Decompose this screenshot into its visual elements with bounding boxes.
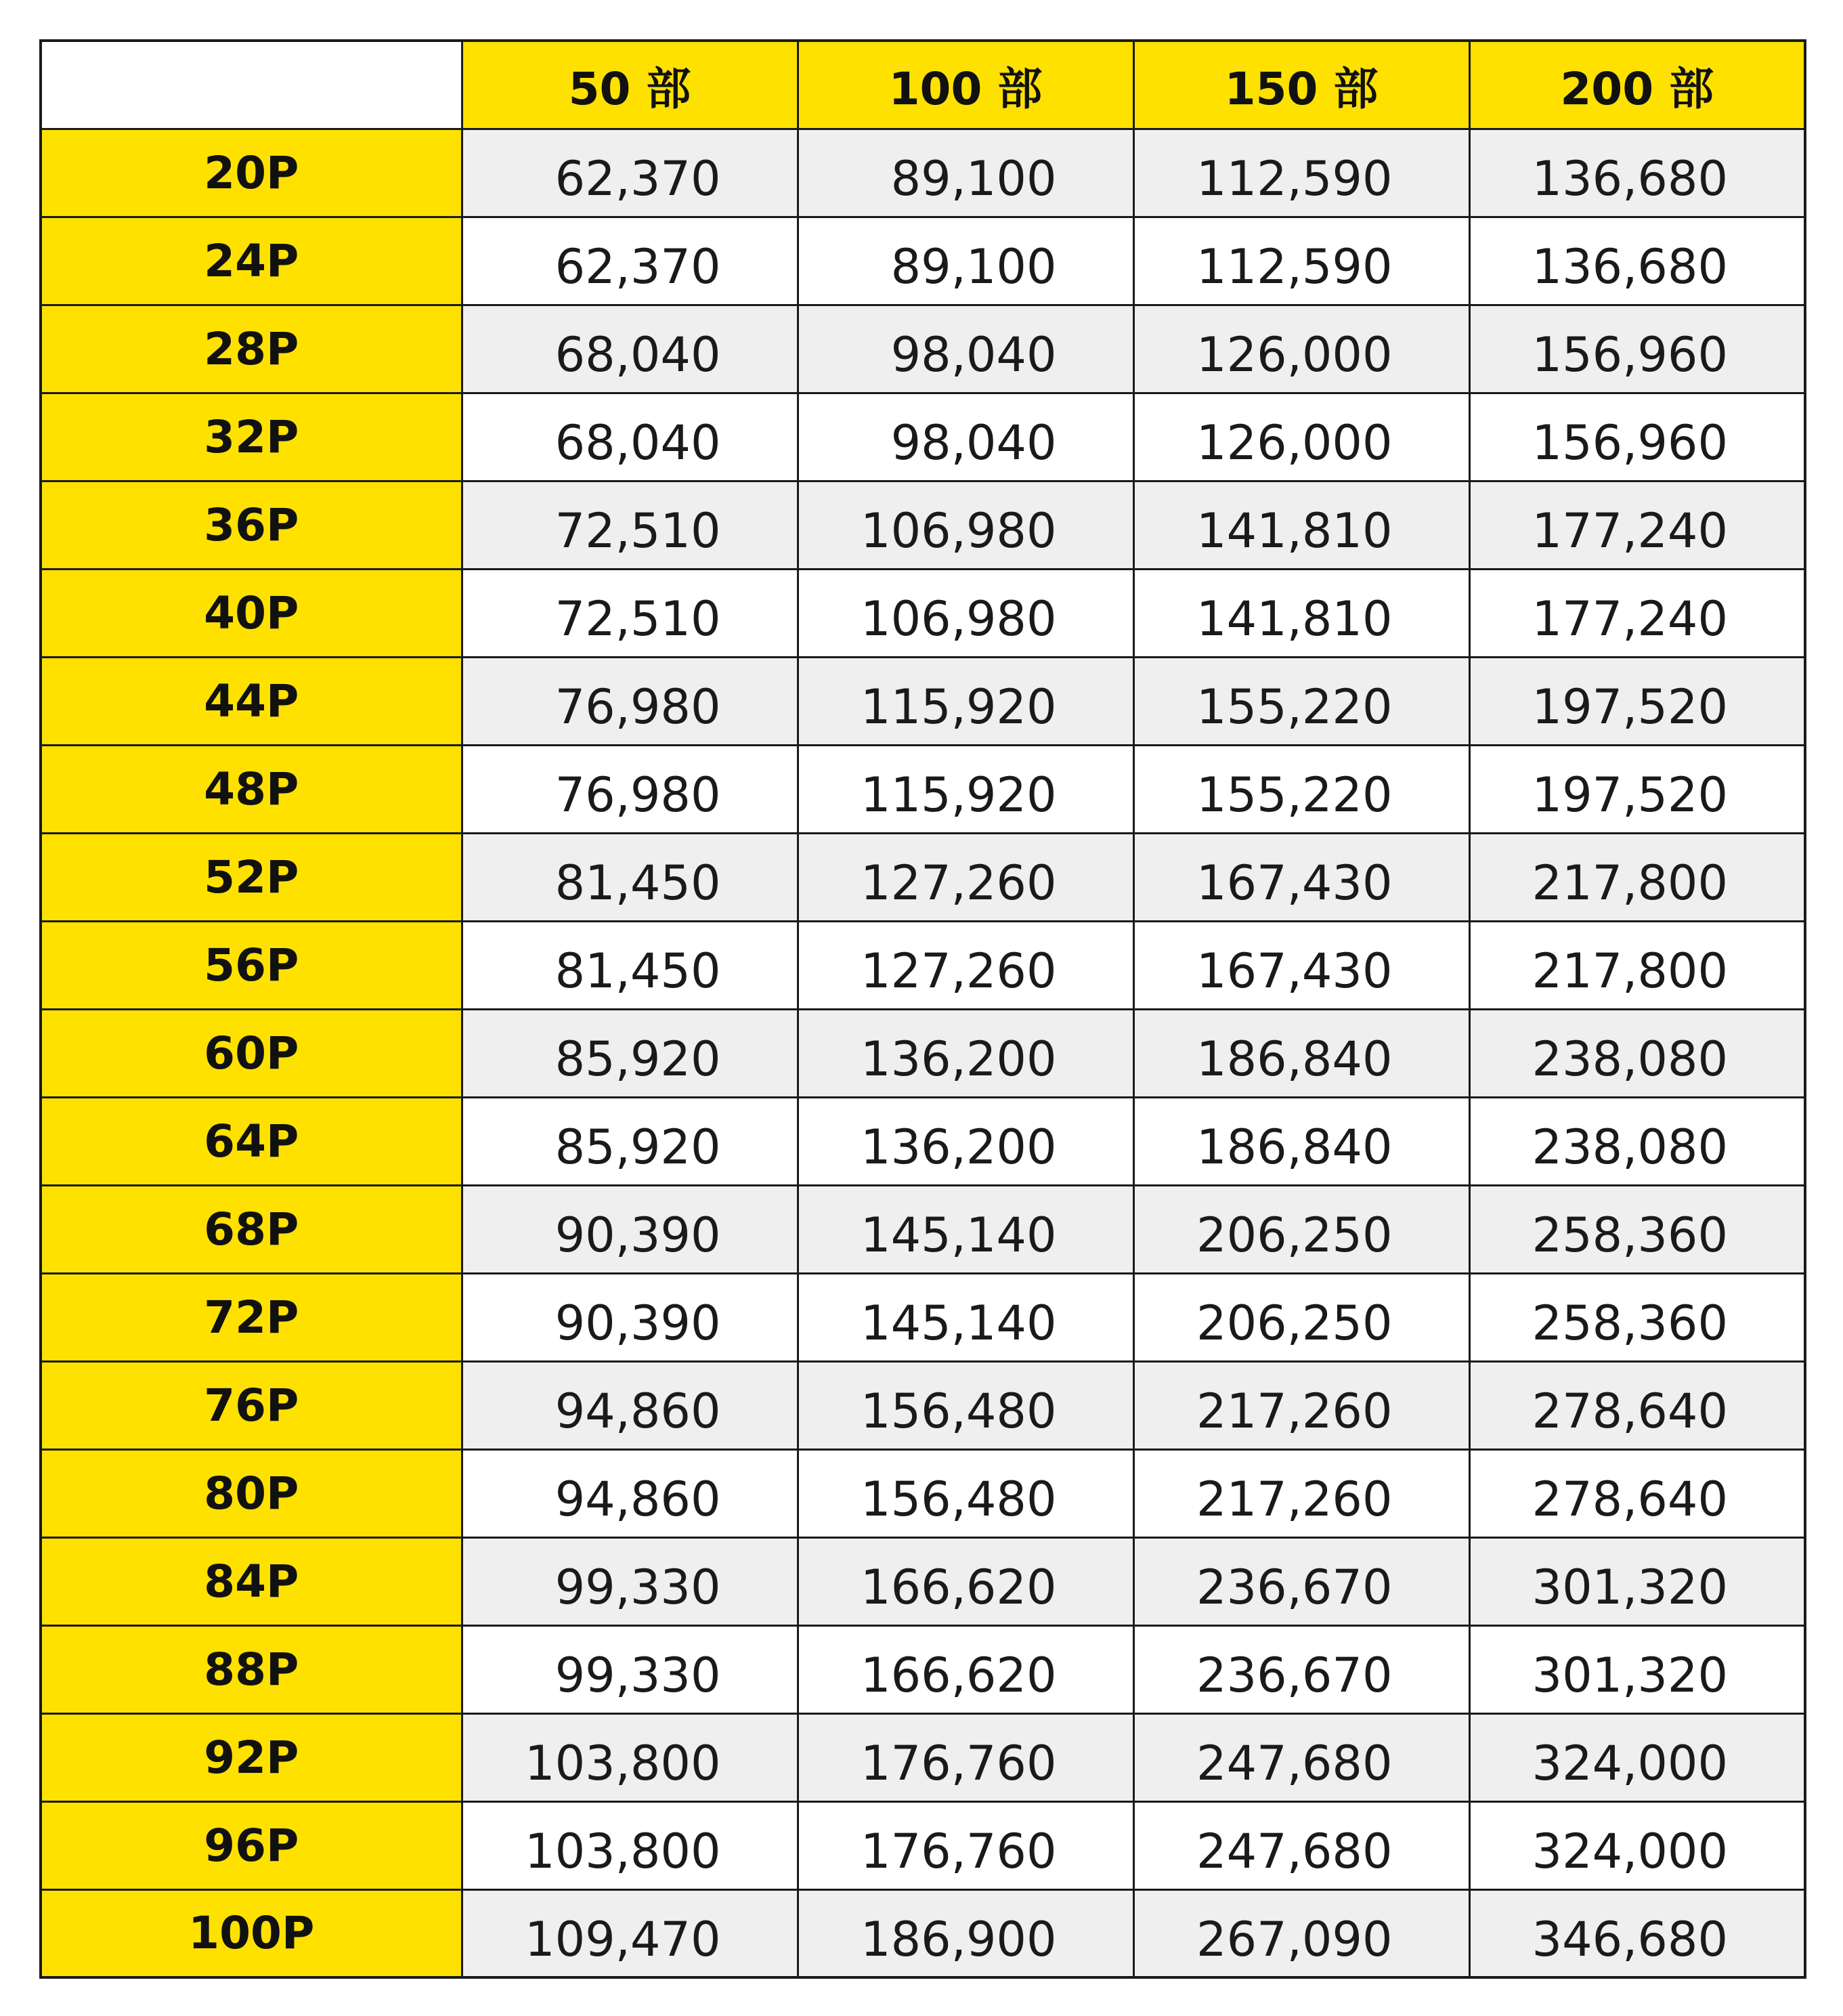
price-cell-50: 68,040 [462, 305, 798, 393]
page-count-cell: 36P [41, 481, 462, 569]
page-count-cell: 100P [41, 1889, 462, 1977]
price-cell-100: 156,480 [798, 1449, 1133, 1537]
price-cell-200: 324,000 [1469, 1801, 1805, 1889]
page-count-cell: 40P [41, 569, 462, 657]
price-cell-100: 166,620 [798, 1625, 1133, 1713]
price-cell-50: 85,920 [462, 1097, 798, 1185]
price-cell-100: 115,920 [798, 745, 1133, 833]
price-cell-50: 90,390 [462, 1185, 798, 1273]
price-cell-100: 106,980 [798, 569, 1133, 657]
price-cell-100: 176,760 [798, 1713, 1133, 1801]
price-cell-150: 186,840 [1133, 1009, 1469, 1097]
price-cell-100: 106,980 [798, 481, 1133, 569]
price-cell-50: 62,370 [462, 129, 798, 217]
column-header-200: 200 部 [1469, 41, 1805, 129]
page-count-cell: 24P [41, 217, 462, 305]
price-cell-200: 301,320 [1469, 1537, 1805, 1625]
price-cell-100: 145,140 [798, 1273, 1133, 1361]
price-cell-150: 126,000 [1133, 393, 1469, 481]
price-cell-200: 324,000 [1469, 1713, 1805, 1801]
price-cell-200: 301,320 [1469, 1625, 1805, 1713]
price-cell-200: 177,240 [1469, 481, 1805, 569]
table-row [41, 1625, 1805, 1713]
table-row [41, 1449, 1805, 1537]
page-count-cell: 60P [41, 1009, 462, 1097]
price-cell-150: 186,840 [1133, 1097, 1469, 1185]
table-row [41, 129, 1805, 217]
price-cell-150: 112,590 [1133, 129, 1469, 217]
column-header-150: 150 部 [1133, 41, 1469, 129]
page-count-cell: 96P [41, 1801, 462, 1889]
header-row [41, 41, 1805, 129]
price-cell-150: 112,590 [1133, 217, 1469, 305]
price-cell-200: 238,080 [1469, 1097, 1805, 1185]
page-count-cell: 44P [41, 657, 462, 745]
page-count-cell: 64P [41, 1097, 462, 1185]
page-count-cell: 56P [41, 921, 462, 1009]
price-cell-50: 94,860 [462, 1449, 798, 1537]
price-cell-50: 109,470 [462, 1889, 798, 1977]
page-count-cell: 72P [41, 1273, 462, 1361]
price-cell-100: 145,140 [798, 1185, 1133, 1273]
price-cell-50: 62,370 [462, 217, 798, 305]
price-cell-100: 186,900 [798, 1889, 1133, 1977]
page-count-cell: 28P [41, 305, 462, 393]
price-cell-200: 156,960 [1469, 305, 1805, 393]
price-cell-50: 103,800 [462, 1713, 798, 1801]
price-cell-50: 99,330 [462, 1625, 798, 1713]
table-row [41, 1537, 1805, 1625]
page-count-cell: 80P [41, 1449, 462, 1537]
table-row [41, 1185, 1805, 1273]
price-cell-50: 99,330 [462, 1537, 798, 1625]
table-row [41, 305, 1805, 393]
price-cell-100: 115,920 [798, 657, 1133, 745]
table-row [41, 1801, 1805, 1889]
price-cell-150: 217,260 [1133, 1449, 1469, 1537]
price-table [39, 39, 1806, 1979]
price-cell-200: 258,360 [1469, 1273, 1805, 1361]
price-cell-100: 127,260 [798, 833, 1133, 921]
price-cell-50: 85,920 [462, 1009, 798, 1097]
table-row [41, 1097, 1805, 1185]
table-body [41, 129, 1805, 1977]
page-count-cell: 88P [41, 1625, 462, 1713]
price-cell-100: 166,620 [798, 1537, 1133, 1625]
price-cell-100: 136,200 [798, 1009, 1133, 1097]
page-count-cell: 68P [41, 1185, 462, 1273]
price-cell-200: 217,800 [1469, 833, 1805, 921]
price-cell-200: 156,960 [1469, 393, 1805, 481]
price-cell-100: 156,480 [798, 1361, 1133, 1449]
price-cell-200: 136,680 [1469, 217, 1805, 305]
price-cell-150: 141,810 [1133, 481, 1469, 569]
page-count-cell: 52P [41, 833, 462, 921]
price-cell-200: 197,520 [1469, 745, 1805, 833]
price-cell-50: 76,980 [462, 657, 798, 745]
price-cell-100: 89,100 [798, 129, 1133, 217]
price-cell-200: 177,240 [1469, 569, 1805, 657]
table-row [41, 393, 1805, 481]
price-cell-50: 103,800 [462, 1801, 798, 1889]
price-cell-200: 278,640 [1469, 1449, 1805, 1537]
price-cell-150: 247,680 [1133, 1801, 1469, 1889]
table-row [41, 1889, 1805, 1977]
price-cell-200: 278,640 [1469, 1361, 1805, 1449]
price-cell-50: 72,510 [462, 569, 798, 657]
price-cell-150: 206,250 [1133, 1273, 1469, 1361]
table-row [41, 217, 1805, 305]
page-count-cell: 20P [41, 129, 462, 217]
table-header [41, 41, 1805, 129]
price-cell-150: 236,670 [1133, 1537, 1469, 1625]
price-cell-150: 167,430 [1133, 921, 1469, 1009]
price-cell-50: 68,040 [462, 393, 798, 481]
price-cell-150: 217,260 [1133, 1361, 1469, 1449]
price-cell-100: 176,760 [798, 1801, 1133, 1889]
price-cell-150: 126,000 [1133, 305, 1469, 393]
price-cell-200: 238,080 [1469, 1009, 1805, 1097]
page-count-cell: 48P [41, 745, 462, 833]
table-row [41, 569, 1805, 657]
price-cell-100: 127,260 [798, 921, 1133, 1009]
price-cell-50: 90,390 [462, 1273, 798, 1361]
price-cell-50: 76,980 [462, 745, 798, 833]
price-cell-100: 98,040 [798, 305, 1133, 393]
price-cell-100: 136,200 [798, 1097, 1133, 1185]
table-row [41, 833, 1805, 921]
price-cell-150: 267,090 [1133, 1889, 1469, 1977]
price-cell-150: 167,430 [1133, 833, 1469, 921]
price-cell-100: 89,100 [798, 217, 1133, 305]
price-cell-200: 197,520 [1469, 657, 1805, 745]
page-count-cell: 84P [41, 1537, 462, 1625]
price-cell-150: 247,680 [1133, 1713, 1469, 1801]
table-row [41, 921, 1805, 1009]
price-cell-50: 72,510 [462, 481, 798, 569]
price-cell-200: 346,680 [1469, 1889, 1805, 1977]
price-cell-200: 217,800 [1469, 921, 1805, 1009]
page-count-cell: 76P [41, 1361, 462, 1449]
price-cell-150: 236,670 [1133, 1625, 1469, 1713]
table-row [41, 1273, 1805, 1361]
column-header-100: 100 部 [798, 41, 1133, 129]
table-row [41, 1009, 1805, 1097]
price-cell-150: 141,810 [1133, 569, 1469, 657]
column-header-50: 50 部 [462, 41, 798, 129]
table-row [41, 657, 1805, 745]
price-cell-50: 81,450 [462, 921, 798, 1009]
price-cell-150: 155,220 [1133, 657, 1469, 745]
price-cell-200: 258,360 [1469, 1185, 1805, 1273]
price-cell-150: 155,220 [1133, 745, 1469, 833]
corner-cell [41, 41, 462, 129]
price-cell-200: 136,680 [1469, 129, 1805, 217]
page-count-cell: 32P [41, 393, 462, 481]
table-row [41, 1713, 1805, 1801]
price-cell-150: 206,250 [1133, 1185, 1469, 1273]
table-row [41, 481, 1805, 569]
table-row [41, 1361, 1805, 1449]
page-count-cell: 92P [41, 1713, 462, 1801]
price-cell-100: 98,040 [798, 393, 1133, 481]
price-cell-50: 94,860 [462, 1361, 798, 1449]
table-row [41, 745, 1805, 833]
price-cell-50: 81,450 [462, 833, 798, 921]
